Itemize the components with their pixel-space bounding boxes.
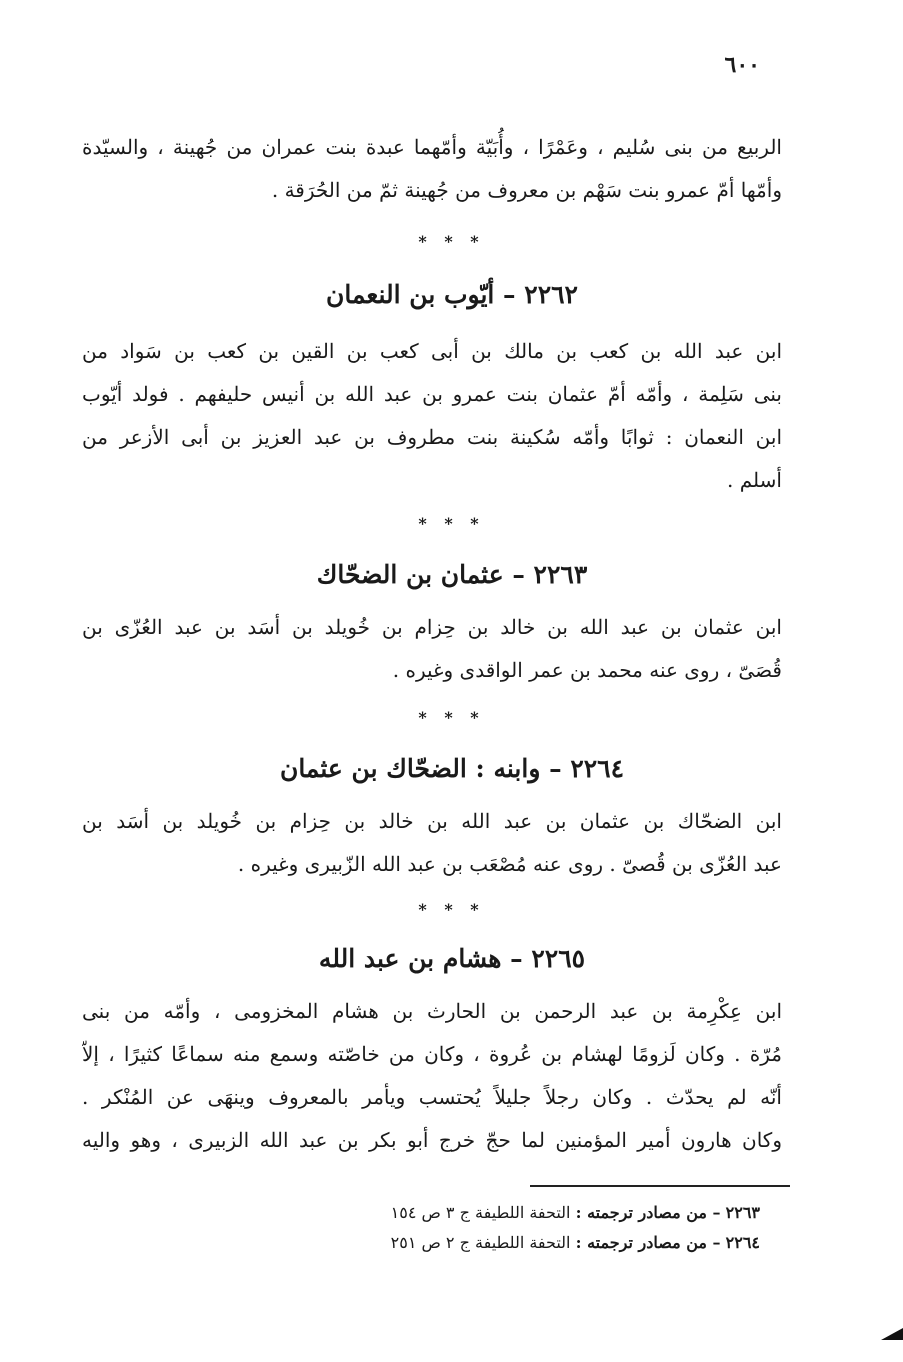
footnote-number: ٢٢٦٣ <box>725 1203 760 1222</box>
intro-line: الربيع من بنى سُليم ، وعَمْرًا ، وأُبَيّة وأمّهما عبدة بنت عمران من جُهينة ، والسيّدة <box>82 135 782 159</box>
footnote-text: التحفة اللطيفة ج ٣ ص ١٥٤ <box>390 1203 571 1222</box>
section-separator: * * * <box>418 232 485 251</box>
entry-line: عبد العُزّى بن قُصىّ . روى عنه مُصْعَب بن عبد الله الزّبيرى وغيره . <box>237 852 782 876</box>
entry-line: ابن عِكْرِمة بن عبد الرحمن بن الحارث بن هشام المخزومى ، وأمّه من بنى <box>82 999 782 1023</box>
entry-heading-2265: ٢٢٦٥ – هشام بن عبد الله <box>318 944 586 973</box>
entry-line: بنى سَلِمة ، وأمّه أمّ عثمان بنت عمرو بن عبد الله بن أنيس حليفهم . فولد أيّوب <box>82 382 782 406</box>
entry-line: مُرّة . وكان لَزومًا لهشام بن عُروة ، وكان من خاصّته وسمع منه سماعًا كثيرًا ، إلاّ <box>82 1042 782 1066</box>
entry-heading-2263: ٢٢٦٣ – عثمان بن الضحّاك <box>316 560 588 589</box>
intro-line: وأمّها أمّ عمرو بنت سَهْم بن معروف من جُهينة ثمّ من الحُرَقة . <box>271 178 782 202</box>
entry-body-2264 <box>82 800 782 886</box>
entry-line: أسلم . <box>727 468 782 492</box>
entry-line: ابن النعمان : ثوابًا وأمّه سُكينة بنت مطروف بن عبد العزيز بن أبى الأزعر من <box>82 425 782 449</box>
entry-line: أنّه لم يحدّث . وكان رجلاً جليلاً يُحتسب ويأمر بالمعروف وينهَى عن المُنْكر . <box>82 1085 782 1109</box>
footnote-2263 <box>280 1198 760 1228</box>
footnote-label: – من مصادر ترجمته : <box>575 1203 721 1222</box>
footnote-text: التحفة اللطيفة ج ٢ ص ٢٥١ <box>390 1233 571 1252</box>
section-separator: * * * <box>418 900 485 919</box>
section-separator: * * * <box>418 708 485 727</box>
entry-body-2263 <box>82 606 782 692</box>
entry-line: قُصَىّ ، روى عنه محمد بن عمر الواقدى وغيره . <box>392 658 782 682</box>
page-corner-mark <box>881 1328 903 1340</box>
entry-line: وكان هارون أمير المؤمنين لما حجّ خرج أبو بكر بن عبد الله الزبيرى ، وهو واليه <box>82 1128 782 1152</box>
intro-paragraph <box>82 126 782 212</box>
entry-heading-2264: ٢٢٦٤ – وابنه : الضحّاك بن عثمان <box>279 754 625 783</box>
footnotes <box>280 1198 760 1258</box>
entry-line: ابن الضحّاك بن عثمان بن عبد الله بن خالد بن حِزام بن خُويلد بن أسَد بن <box>82 809 782 833</box>
entry-heading-2262: ٢٢٦٢ – أيّوب بن النعمان <box>326 280 578 309</box>
footnote-number: ٢٢٦٤ <box>725 1233 760 1252</box>
entry-body-2265 <box>82 990 782 1162</box>
entry-body-2262 <box>82 330 782 502</box>
footnote-divider <box>530 1185 790 1187</box>
page-number: ٦٠٠ <box>724 52 760 78</box>
entry-line: ابن عبد الله بن كعب بن مالك بن أبى كعب بن القين بن كعب بن سَواد من <box>82 339 782 363</box>
footnote-2264 <box>280 1228 760 1258</box>
entry-line: ابن عثمان بن عبد الله بن خالد بن حِزام بن خُويلد بن أسَد بن عبد العُزّى بن <box>82 615 782 639</box>
footnote-label: – من مصادر ترجمته : <box>575 1233 721 1252</box>
section-separator: * * * <box>418 514 485 533</box>
